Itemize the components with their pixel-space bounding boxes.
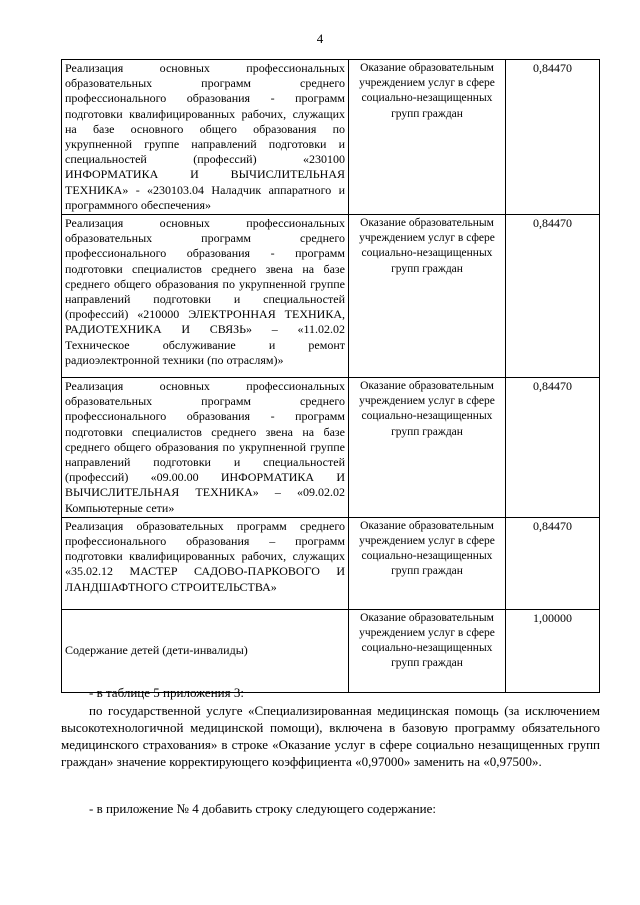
instruction-line: - в приложение № 4 добавить строку следующего содержание:: [89, 801, 436, 816]
program-name-cell: Реализация основных профессиональных образовательных программ среднего профессионального образования - программ подготовки специалистов среднего звена на базе среднего общего образования по укрупненной группе направлений подготовки и специальностей (профессий) «210000 ЭЛЕКТРОННАЯ ТЕХНИКА, РАДИОТЕХНИКА И СВЯЗЬ» – «11.02.02 Техническое обслуживание и ремонт радиоэлектронной техники (по отраслям)»: [62, 215, 349, 378]
table-row: [62, 378, 600, 518]
table-row: [62, 609, 600, 692]
service-cell: Оказание образовательным учреждением услуг в сфере социально-незащищенных групп граждан: [349, 517, 506, 609]
coefficient-cell: 1,00000: [506, 609, 600, 692]
coefficient-cell: 0,84470: [506, 215, 600, 378]
instruction-paragraph: по государственной услуге «Специализированная медицинская помощь (за исключением высокотехнологичной медицинской помощи), включена в базовую программу обязательного медицинского страхования» в строке «Оказание услуг в сфере социально незащищенных групп граждан» значение корректирующего коэффициента «0,97000» заменить на «0,97500».: [61, 703, 600, 769]
instruction-line: - в таблице 5 приложения 3:: [89, 685, 244, 700]
coefficient-cell: 0,84470: [506, 378, 600, 518]
coefficient-table: [61, 59, 600, 693]
coefficient-cell: 0,84470: [506, 60, 600, 215]
service-cell: Оказание образовательным учреждением услуг в сфере социально-незащищенных групп граждан: [349, 60, 506, 215]
coefficient-cell: 0,84470: [506, 517, 600, 609]
page-number: 4: [316, 31, 324, 46]
service-cell: Оказание образовательным учреждением услуг в сфере социально-незащищенных групп граждан: [349, 215, 506, 378]
program-name-cell: Реализация основных профессиональных образовательных программ среднего профессионального образования - программ подготовки квалифицированных рабочих, служащих на базе основного общего образования по укрупненной группе направлений подготовки и специальностей (профессий) «230100 ИНФОРМАТИКА И ВЫЧИСЛИТЕЛЬНАЯ ТЕХНИКА» - «230103.04 Наладчик аппаратного и программного обеспечения»: [62, 60, 349, 215]
program-name-cell: Реализация образовательных программ среднего профессионального образования – программ подготовки квалифицированных рабочих, служащих «35.02.12 МАСТЕР САДОВО-ПАРКОВОГО И ЛАНДШАФТНОГО СТРОИТЕЛЬСТВА»: [62, 517, 349, 609]
service-cell: Оказание образовательным учреждением услуг в сфере социально-незащищенных групп граждан: [349, 609, 506, 692]
program-name-cell: Реализация основных профессиональных образовательных программ среднего профессионального образования - программ подготовки специалистов среднего звена на базе среднего общего образования по укрупненной группе направлений подготовки и специальностей (профессий) «09.00.00 ИНФОРМАТИКА И ВЫЧИСЛИТЕЛЬНАЯ ТЕХНИКА» – «09.02.02 Компьютерные сети»: [62, 378, 349, 518]
service-cell: Оказание образовательным учреждением услуг в сфере социально-незащищенных групп граждан: [349, 378, 506, 518]
program-name-cell: Содержание детей (дети-инвалиды): [62, 609, 349, 692]
table-row: [62, 215, 600, 378]
table-row: [62, 517, 600, 609]
table-row: [62, 60, 600, 215]
